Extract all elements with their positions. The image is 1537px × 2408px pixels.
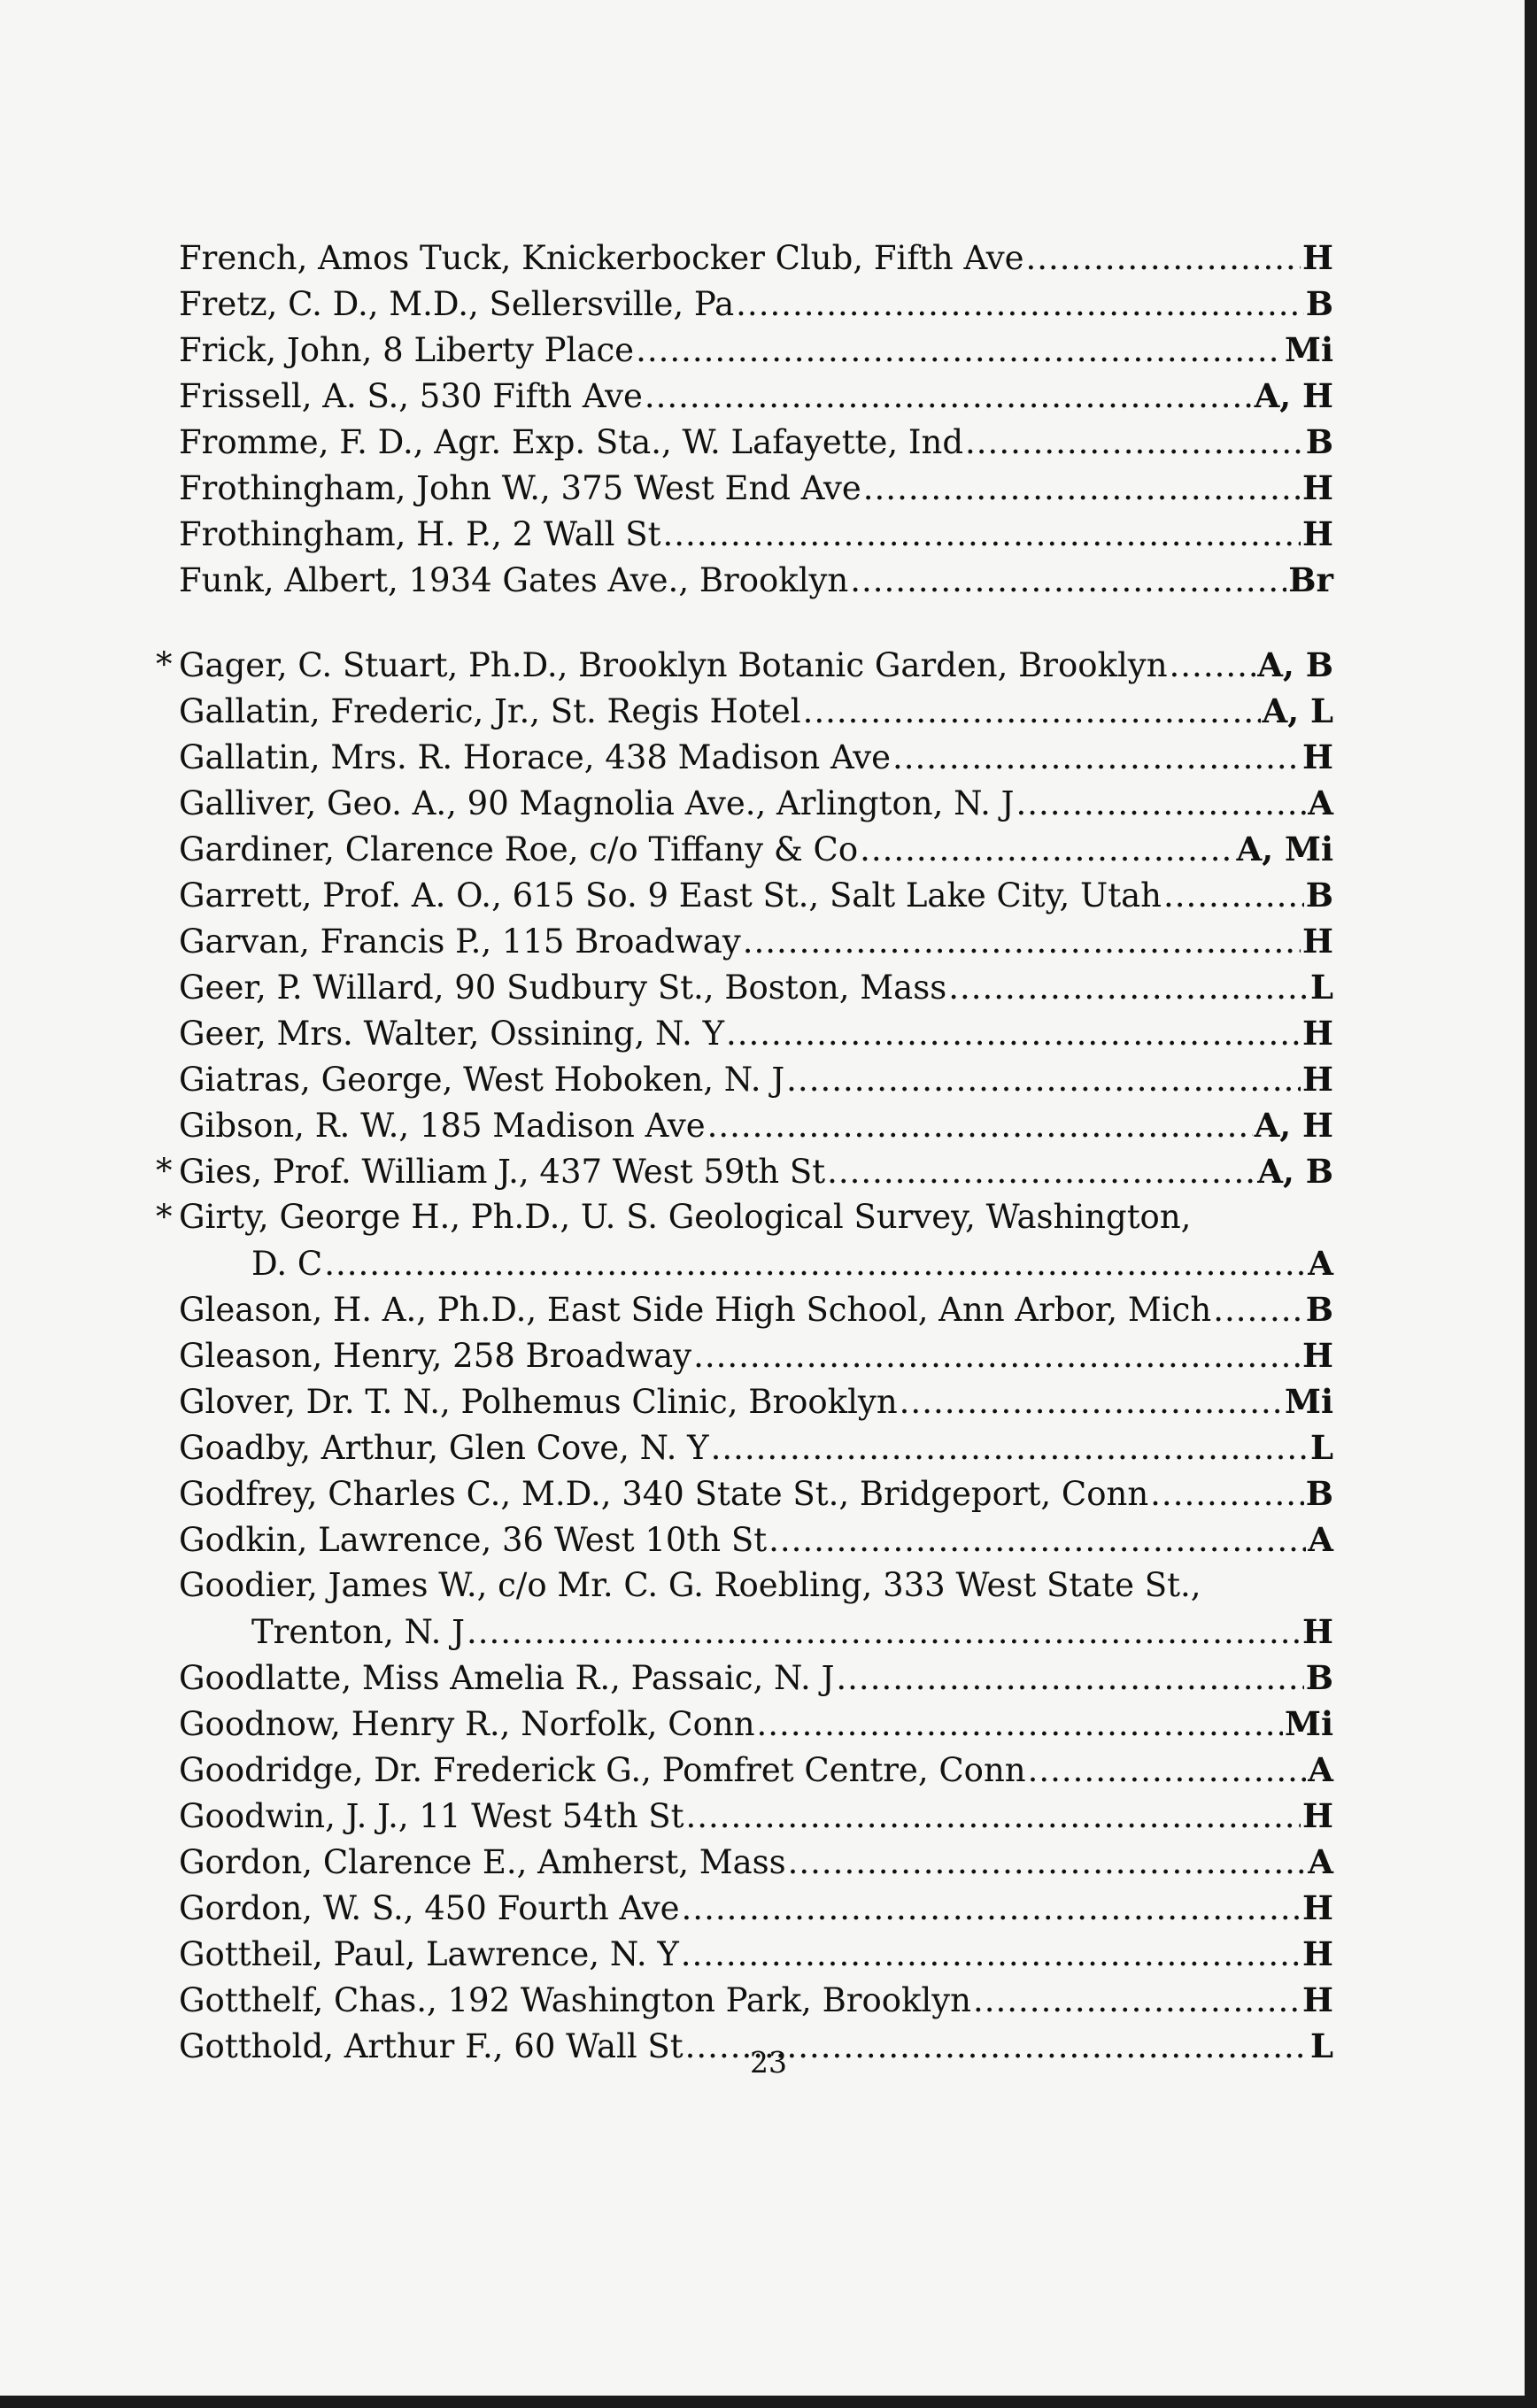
dot-leader <box>768 1517 1306 1563</box>
dot-leader <box>707 1103 1253 1149</box>
entry-text: Goodier, James W., c/o Mr. C. G. Roebling, 333 West State St., <box>179 1566 1201 1604</box>
dot-leader <box>786 1057 1301 1103</box>
dot-leader <box>836 1656 1303 1702</box>
dot-leader <box>850 558 1286 604</box>
entry-text: Gager, C. Stuart, Ph.D., Brooklyn Botanic Garden, Brooklyn <box>179 646 1168 684</box>
entry-text: Gibson, R. W., 185 Madison Ave <box>179 1107 706 1145</box>
entry-code: B <box>1305 876 1333 915</box>
directory-entry <box>179 557 1333 603</box>
entry-text-continued: D. C <box>251 1245 323 1283</box>
entry-text: Geer, Mrs. Walter, Ossining, N. Y <box>179 1015 724 1053</box>
entry-text: Gies, Prof. William J., 437 West 59th St <box>179 1153 826 1191</box>
entry-text: Giatras, George, West Hoboken, N. J <box>179 1061 785 1099</box>
dot-leader <box>1016 781 1306 827</box>
entry-text: Godfrey, Charles C., M.D., 340 State St., Bridgeport, Conn <box>179 1475 1149 1513</box>
dot-leader <box>948 965 1309 1011</box>
entry-code: B <box>1305 284 1333 323</box>
directory-entry <box>179 1378 1333 1424</box>
entry-code: A <box>1308 1842 1333 1881</box>
directory-entry <box>179 1424 1333 1470</box>
directory-entry <box>179 826 1333 872</box>
entry-code: A, Mi <box>1236 830 1333 868</box>
entry-star-mark: * <box>156 645 173 683</box>
entry-code: H <box>1302 1888 1333 1927</box>
directory-entry <box>156 1148 1333 1194</box>
entry-code: A, H <box>1254 376 1333 415</box>
entry-code: A, B <box>1257 645 1333 684</box>
directory-entry <box>179 1885 1333 1931</box>
directory-entry <box>179 1931 1333 1977</box>
entry-text: Godkin, Lawrence, 36 West 10th St <box>179 1521 768 1559</box>
entry-code: B <box>1305 1290 1333 1329</box>
entry-code: A, L <box>1262 691 1333 730</box>
entry-text: Goodlatte, Miss Amelia R., Passaic, N. J <box>179 1659 835 1697</box>
entry-text: Gottheil, Paul, Lawrence, N. Y <box>179 1935 679 1973</box>
dot-leader <box>743 919 1301 965</box>
dot-leader <box>860 827 1234 873</box>
page-number: 23 <box>750 2045 787 2080</box>
directory-entry <box>179 872 1333 918</box>
entry-star-mark: * <box>156 1152 173 1190</box>
entry-code: H <box>1302 1612 1333 1651</box>
dot-leader <box>1026 235 1301 282</box>
directory-entry <box>179 1977 1333 2023</box>
entry-text: Girty, George H., Ph.D., U. S. Geological Survey, Washington, <box>179 1198 1192 1236</box>
dot-leader <box>863 466 1301 512</box>
directory-entry <box>179 373 1333 419</box>
directory-entry <box>179 1286 1333 1332</box>
entry-text: Frick, John, 8 Liberty Place <box>179 331 635 369</box>
directory-entry <box>179 1793 1333 1839</box>
directory-entry <box>179 1010 1333 1056</box>
dot-leader <box>1170 643 1256 689</box>
entry-code: A <box>1308 783 1333 822</box>
entry-text: Gleason, H. A., Ph.D., East Side High School, Ann Arbor, Mich <box>179 1291 1212 1329</box>
entry-text: Garrett, Prof. A. O., 615 So. 9 East St., Salt Lake City, Utah <box>179 876 1162 915</box>
entry-code: H <box>1302 1014 1333 1053</box>
entry-code: H <box>1302 514 1333 553</box>
directory-entry <box>179 918 1333 964</box>
dot-leader <box>662 512 1301 558</box>
entry-text: Goodwin, J. J., 11 West 54th St <box>179 1797 684 1835</box>
directory-entry <box>179 1517 1333 1563</box>
directory-entry <box>156 642 1333 688</box>
entry-text: Goodnow, Henry R., Norfolk, Conn <box>179 1705 755 1743</box>
entry-code: H <box>1302 238 1333 277</box>
directory-entry <box>179 964 1333 1010</box>
entry-text: Gotthelf, Chas., 192 Washington Park, Brooklyn <box>179 1981 971 2019</box>
dot-leader <box>892 735 1301 781</box>
entry-star-mark: * <box>156 1198 173 1236</box>
entry-code: A, H <box>1254 1106 1333 1145</box>
dot-leader <box>1213 1287 1304 1333</box>
directory-entry <box>179 1563 1333 1655</box>
directory-entry <box>156 1194 1333 1286</box>
entry-code: A <box>1308 1750 1333 1789</box>
entry-text: Gotthold, Arthur F., 60 Wall St <box>179 2027 684 2065</box>
dot-leader <box>711 1425 1309 1471</box>
entry-code: B <box>1305 1658 1333 1697</box>
entry-text: Gordon, W. S., 450 Fourth Ave <box>179 1889 680 1927</box>
directory-entry <box>179 281 1333 327</box>
directory-entry <box>179 419 1333 465</box>
entry-code: H <box>1302 1980 1333 2019</box>
entry-code: Mi <box>1284 330 1333 369</box>
directory-entry <box>179 1470 1333 1517</box>
directory-entry <box>179 511 1333 557</box>
dot-leader <box>324 1241 1306 1287</box>
directory-entry <box>179 1332 1333 1378</box>
entry-text: Fretz, C. D., M.D., Sellersville, Pa <box>179 285 735 323</box>
entry-code: Mi <box>1284 1704 1333 1743</box>
dot-leader <box>467 1609 1301 1656</box>
entry-text: Glover, Dr. T. N., Polhemus Clinic, Brooklyn <box>179 1383 898 1421</box>
entry-text: Frothingham, John W., 375 West End Ave <box>179 469 861 507</box>
directory-entry <box>179 734 1333 780</box>
entry-code: H <box>1302 737 1333 776</box>
entry-text: Frothingham, H. P., 2 Wall St <box>179 515 661 553</box>
entry-code: H <box>1302 922 1333 961</box>
entry-text-continued: Trenton, N. J <box>251 1613 465 1651</box>
dot-leader <box>736 282 1304 328</box>
entry-code: H <box>1302 1796 1333 1835</box>
entry-text: Goadby, Arthur, Glen Cove, N. Y <box>179 1429 709 1467</box>
directory-entry <box>179 1839 1333 1885</box>
dot-leader <box>726 1011 1301 1057</box>
entry-code: L <box>1309 1428 1333 1467</box>
entry-code: Br <box>1288 560 1333 599</box>
entry-code: H <box>1302 1060 1333 1099</box>
entry-code: H <box>1302 468 1333 507</box>
dot-leader <box>965 420 1304 466</box>
dot-leader <box>827 1149 1255 1195</box>
entry-text: Geer, P. Willard, 90 Sudbury St., Boston, Mass <box>179 969 947 1007</box>
directory-entry <box>179 327 1333 373</box>
entry-text: Gardiner, Clarence Roe, c/o Tiffany & Co <box>179 830 859 868</box>
dot-leader <box>693 1333 1301 1379</box>
dot-leader <box>682 1886 1301 1932</box>
dot-leader <box>686 1794 1301 1840</box>
directory-entry <box>179 1056 1333 1102</box>
entry-text: Funk, Albert, 1934 Gates Ave., Brooklyn <box>179 561 849 599</box>
directory-entry <box>179 1102 1333 1148</box>
entry-text: Goodridge, Dr. Frederick G., Pomfret Centre, Conn <box>179 1751 1026 1789</box>
entry-code: A <box>1308 1244 1333 1283</box>
entry-code: H <box>1302 1336 1333 1375</box>
member-directory-list <box>156 235 1333 2069</box>
entry-code: L <box>1309 968 1333 1007</box>
entry-text: Fromme, F. D., Agr. Exp. Sta., W. Lafayette, Ind <box>179 423 964 461</box>
dot-leader <box>681 1932 1301 1978</box>
directory-entry <box>179 688 1333 734</box>
entry-code: A, B <box>1257 1152 1333 1191</box>
entry-text: Garvan, Francis P., 115 Broadway <box>179 922 741 961</box>
dot-leader <box>1028 1748 1307 1794</box>
directory-entry <box>179 1747 1333 1793</box>
entry-text: Frissell, A. S., 530 Fifth Ave <box>179 377 643 415</box>
directory-entry <box>179 465 1333 511</box>
directory-entry <box>179 780 1333 826</box>
dot-leader <box>973 1978 1301 2024</box>
entry-code: B <box>1305 1474 1333 1513</box>
entry-text: Galliver, Geo. A., 90 Magnolia Ave., Arlington, N. J <box>179 784 1015 822</box>
directory-entry <box>179 1655 1333 1701</box>
entry-text: Gordon, Clarence E., Amherst, Mass <box>179 1843 786 1881</box>
entry-code: L <box>1309 2026 1333 2065</box>
dot-leader <box>900 1379 1283 1425</box>
dot-leader <box>645 374 1253 420</box>
dot-leader <box>803 689 1261 735</box>
dot-leader <box>636 328 1283 374</box>
dot-leader <box>1163 873 1304 919</box>
dot-leader <box>757 1702 1283 1748</box>
entry-text: French, Amos Tuck, Knickerbocker Club, Fifth Ave <box>179 239 1024 277</box>
entry-text: Gallatin, Frederic, Jr., St. Regis Hotel <box>179 692 801 730</box>
dot-leader <box>1150 1471 1304 1517</box>
entry-code: B <box>1305 422 1333 461</box>
directory-entry <box>179 1701 1333 1747</box>
entry-code: A <box>1308 1520 1333 1559</box>
entry-code: Mi <box>1284 1382 1333 1421</box>
entry-code: H <box>1302 1934 1333 1973</box>
entry-text: Gleason, Henry, 258 Broadway <box>179 1337 692 1375</box>
directory-entry <box>179 235 1333 281</box>
entry-text: Gallatin, Mrs. R. Horace, 438 Madison Ave <box>179 738 892 776</box>
dot-leader <box>788 1840 1307 1886</box>
page-edge-bottom <box>0 2396 1537 2408</box>
